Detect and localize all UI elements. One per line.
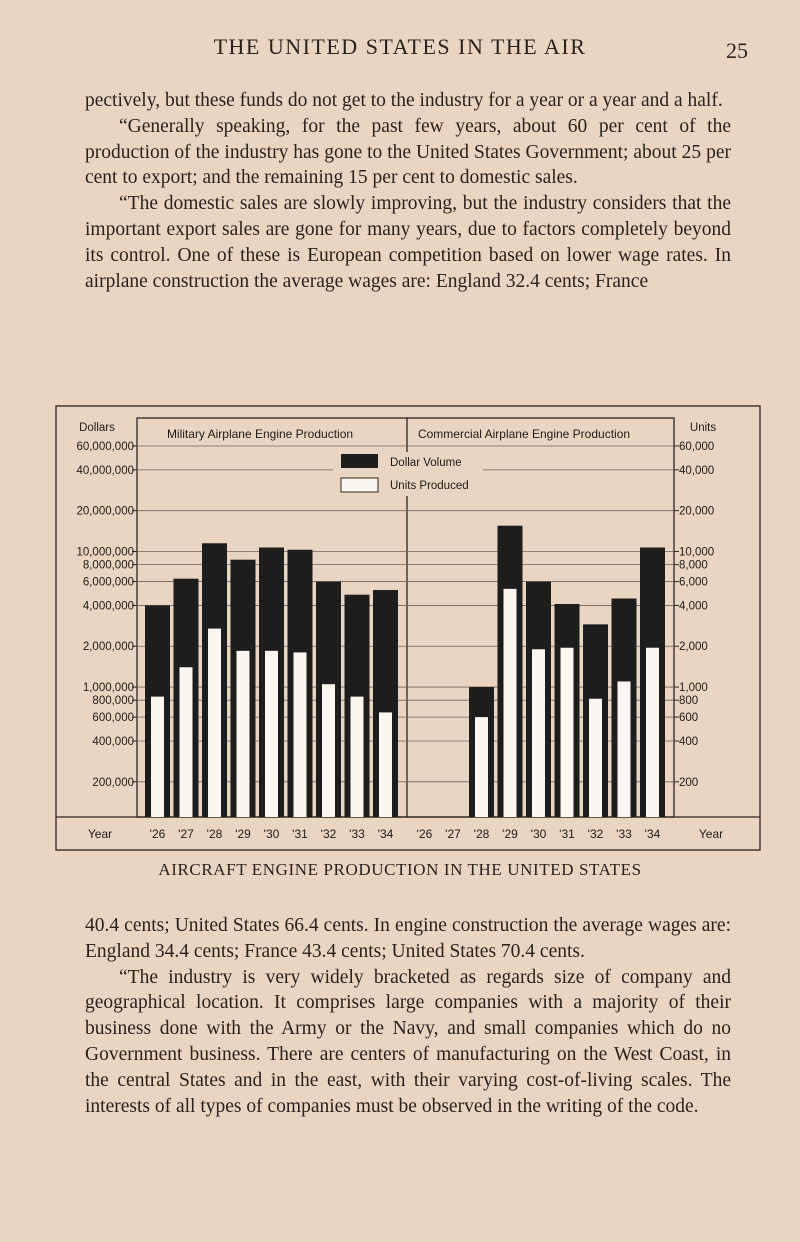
units-produced-bar [208,629,221,817]
legend-swatch-dollar-volume [341,454,378,468]
right-tick-label: 40,000 [679,464,715,477]
left-tick-label: 800,000 [92,695,134,708]
panel-title: Military Airplane Engine Production [166,427,354,441]
right-tick-label: 4,000 [679,600,708,613]
year-tick-label: '31 [292,827,308,841]
units-produced-bar [589,699,602,817]
legend-swatch-units-produced [341,478,378,492]
left-tick-label: 2,000,000 [82,641,134,654]
right-tick-label: 800 [679,695,699,708]
right-tick-label: 1,000 [679,682,708,695]
year-tick-label: '29 [235,827,251,841]
right-tick-label: 8,000 [679,559,708,572]
year-tick-label: '30 [263,827,280,841]
right-tick-label: 2,000 [679,641,708,654]
units-produced-bar [475,717,488,817]
left-tick-label: 4,000,000 [82,600,134,613]
legend-label-dollar-volume: Dollar Volume [390,457,462,469]
units-produced-bar [618,681,631,817]
left-tick-label: 40,000,000 [76,464,134,477]
right-tick-label: 6,000 [679,576,708,589]
body-text-bottom [85,913,731,1119]
right-tick-label: 20,000 [679,505,715,518]
year-tick-label: '31 [559,827,575,841]
units-produced-bar [532,649,545,817]
panel-title: Commercial Airplane Engine Production [417,427,631,441]
units-produced-bar [322,684,335,817]
paragraph: “The industry is very widely bracketed as regards size of company and geographical location. It comprises large companies with a majority of their business done with the Army or the Navy, and small companies which do no Government business. There are centers of manufacturing on the West Coast, in the central States and in the east, with their varying cost-of-living scales. The interests of all types of companies must be observed in the writing of the code. [85,966,731,1117]
units-produced-bar [561,648,574,817]
right-tick-label: 400 [679,735,699,748]
units-produced-bar [504,589,517,817]
right-tick-label: 200 [679,776,699,789]
right-tick-label: 600 [679,712,699,725]
year-tick-label: '26 [416,827,433,841]
figure-caption: AIRCRAFT ENGINE PRODUCTION IN THE UNITED STATES [158,860,642,879]
year-tick-label: '30 [530,827,547,841]
year-tick-label: '34 [377,827,394,841]
left-tick-label: 6,000,000 [82,576,134,589]
year-tick-label: '34 [644,827,661,841]
units-produced-bar [646,648,659,817]
left-axis-title: Dollars [79,422,115,434]
legend-label-units-produced: Units Produced [390,480,469,492]
year-tick-label: '28 [473,827,490,841]
units-produced-bar [379,712,392,817]
right-tick-label: 10,000 [679,546,715,559]
paragraph: “Generally speaking, for the past few years, about 60 per cent of the production of the industry has gone to the United States Government; about 25 per cent to export; and the remaining 15 per cent to domestic sales. [85,115,731,189]
left-tick-label: 20,000,000 [76,505,134,518]
year-tick-label: '33 [349,827,365,841]
year-tick-label: '32 [587,827,604,841]
year-tick-label: '27 [178,827,194,841]
left-tick-label: 60,000,000 [76,441,134,453]
units-produced-bar [351,697,364,817]
right-axis-title: Units [689,422,717,434]
paragraph: “The domestic sales are slowly improving, but the industry considers that the important export sales are gone for many years, due to factors completely beyond its control. One of these is European competition based on lower wage rates. In airplane construction the average wages are: England 32.4 cents; France [85,193,731,292]
left-tick-label: 8,000,000 [82,559,134,572]
year-tick-label: '32 [320,827,337,841]
units-produced-bar [294,652,307,817]
year-tick-label: '28 [206,827,223,841]
units-produced-bar [265,651,278,817]
year-tick-label: '29 [502,827,518,841]
x-axis-label-left: Year [87,827,113,841]
units-produced-bar [237,651,250,817]
year-tick-label: '27 [445,827,461,841]
left-tick-label: 600,000 [92,712,134,725]
page-number: 25 [726,38,748,63]
right-tick-label: 60,000 [679,441,715,453]
x-axis-label-right: Year [698,827,724,841]
paragraph: pectively, but these funds do not get to the industry for a year or a year and a half. [85,90,723,111]
left-tick-label: 1,000,000 [82,682,134,695]
year-tick-label: '33 [616,827,632,841]
running-head: THE UNITED STATES IN THE AIR [213,34,587,59]
left-tick-label: 10,000,000 [76,546,134,559]
units-produced-bar [180,667,193,817]
left-tick-label: 200,000 [92,776,134,789]
units-produced-bar [151,697,164,817]
left-tick-label: 400,000 [92,735,134,748]
year-tick-label: '26 [149,827,166,841]
paragraph: 40.4 cents; United States 66.4 cents. In engine construction the average wages are: England 34.4 cents; France 43.4 cents; United States 70.4 cents. [85,915,731,962]
